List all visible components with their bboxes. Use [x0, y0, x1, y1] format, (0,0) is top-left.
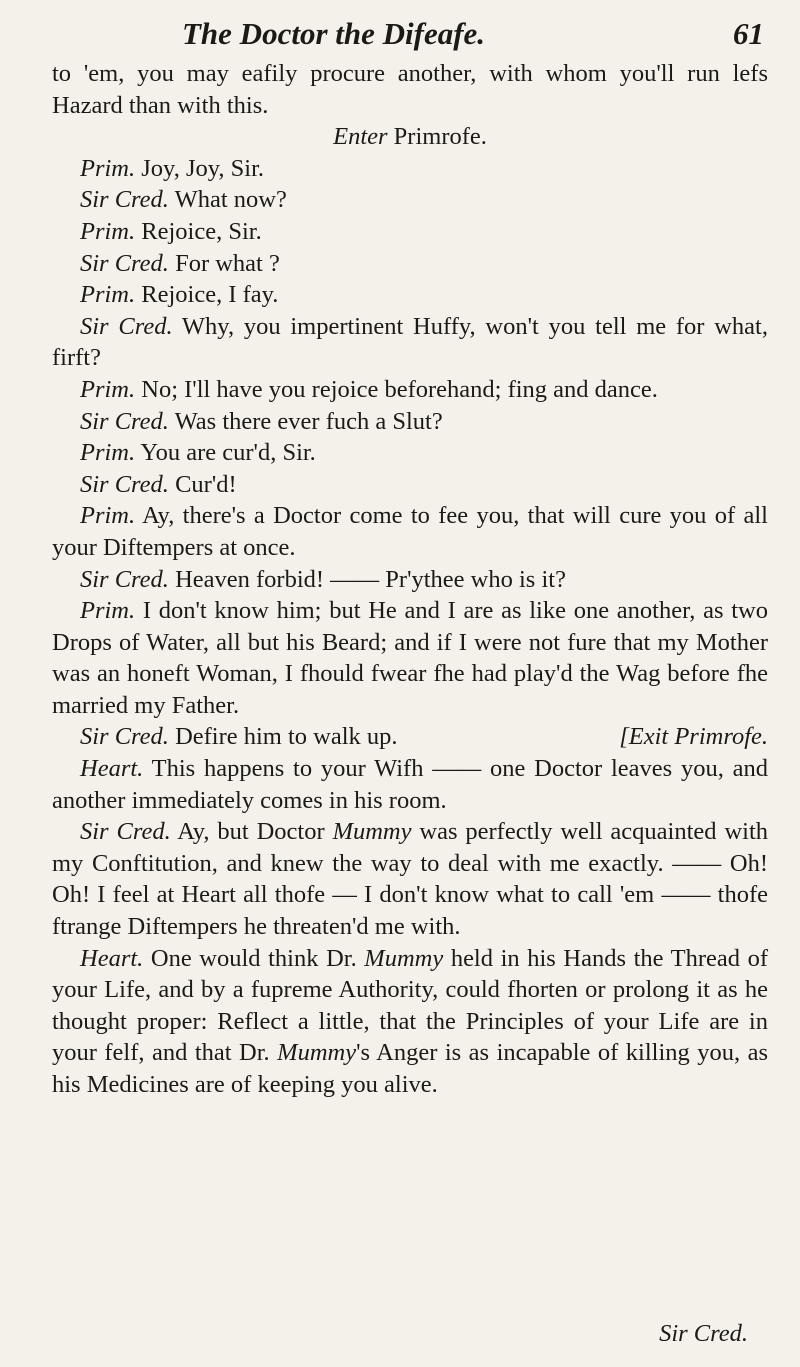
dialogue-line: Sir Cred. Ay, but Doctor Mummy was perfectly well acquainted with my Conftitution, and knew the way to deal with me exactly. —— Oh! Oh! I feel at Heart all thofe — I don't know what to call 'em —— thofe ftrange Diftempers he threaten'd me with.: [52, 818, 769, 941]
dialogue-line: [52, 753, 768, 816]
line-text: I don't know him; but He and I are as like one another, as two Drops of Water, all but his Beard; and if I were not fure that my Mother was an honeft Woman, I fhould fwear fhe had play'd the Wag before fhe married my Father.: [52, 597, 768, 719]
dialogue-line: Heart. One would think Dr. Mummy held in his Hands the Thread of your Life, and by a fupreme Authority, could fhorten or prolong it as he thought proper: Reflect a little, that the Principles of your Life are in your felf, and that Dr. Mummy's Anger is as incapable of killing you, as his Medicines are of keeping you alive.: [52, 944, 769, 1098]
line-text: Why, you impertinent Huffy, won't you tell me for what, firft?: [52, 312, 768, 372]
line-text: This happens to your Wifh —— one Doctor leaves you, and another immediately comes in his room.: [52, 755, 769, 814]
dialogue-line: [52, 406, 768, 438]
text-block: [52, 58, 768, 1101]
dialogue-line: [52, 374, 768, 406]
speaker-name: Prim.: [80, 217, 136, 245]
speaker-name: Heart.: [80, 944, 144, 972]
dialogue-line: [52, 595, 768, 721]
dialogue-line: [52, 153, 768, 185]
running-title: The Doctor the Difeafe.: [182, 16, 486, 51]
speaker-name: Sir Cred.: [80, 249, 169, 277]
speaker-name: Sir Cred.: [80, 312, 173, 340]
dialogue-line: [52, 216, 768, 248]
speaker-name: Sir Cred.: [80, 407, 169, 435]
speaker-name: Sir Cred.: [80, 470, 169, 498]
speaker-name: Sir Cred.: [80, 565, 169, 593]
dialogue-line: [52, 437, 768, 469]
line-text: No; I'll have you rejoice beforehand; fing and dance.: [141, 375, 658, 403]
dialogue: [52, 153, 768, 816]
speaker-name: Sir Cred.: [80, 186, 169, 214]
speaker-name: Prim.: [80, 154, 136, 182]
speaker-name: Sir Cred.: [80, 723, 169, 751]
dialogue-line: [52, 721, 768, 753]
line-text: Cur'd!: [175, 470, 237, 498]
line-text: Ay, there's a Doctor come to fee you, that will cure you of all your Diftempers at once.: [52, 502, 768, 561]
line-text: Defire him to walk up.: [175, 723, 398, 751]
speaker-name: Prim.: [80, 502, 136, 530]
line-text: What now?: [174, 186, 287, 214]
intro-text: to 'em, you may eafily procure another, with whom you'll run lefs Hazard than with this.: [52, 60, 768, 119]
dialogue-line: [52, 311, 768, 374]
dialogue-line: [52, 248, 768, 280]
speaker-name: Prim.: [80, 597, 136, 625]
line-text: Was there ever fuch a Slut?: [174, 407, 443, 435]
speaker-name: Prim.: [80, 439, 136, 467]
line-text: Heaven forbid! —— Pr'ythee who is it?: [175, 565, 566, 593]
stage-direction: Enter Primrofe.: [333, 123, 487, 151]
line-text: For what ?: [175, 249, 280, 277]
line-text: Joy, Joy, Sir.: [141, 154, 265, 182]
line-text: You are cur'd, Sir.: [140, 439, 316, 467]
speaker-name: Sir Cred.: [80, 818, 171, 846]
dialogue-line: [52, 469, 768, 501]
catchword: Sir Cred.: [659, 1320, 748, 1347]
dialogue-line: [52, 500, 768, 563]
dialogue-line: [52, 564, 768, 596]
line-text: Rejoice, I fay.: [141, 281, 279, 309]
speaker-name: Heart.: [80, 755, 144, 783]
page-number: 61: [733, 16, 764, 51]
speaker-name: Prim.: [80, 281, 136, 309]
dialogue-line: [52, 184, 768, 216]
speaker-name: Prim.: [80, 375, 136, 403]
dialogue-line: [52, 279, 768, 311]
line-text: Rejoice, Sir.: [141, 217, 262, 245]
running-header: [72, 14, 764, 54]
exit-direction: [Exit Primrofe.: [619, 723, 768, 751]
